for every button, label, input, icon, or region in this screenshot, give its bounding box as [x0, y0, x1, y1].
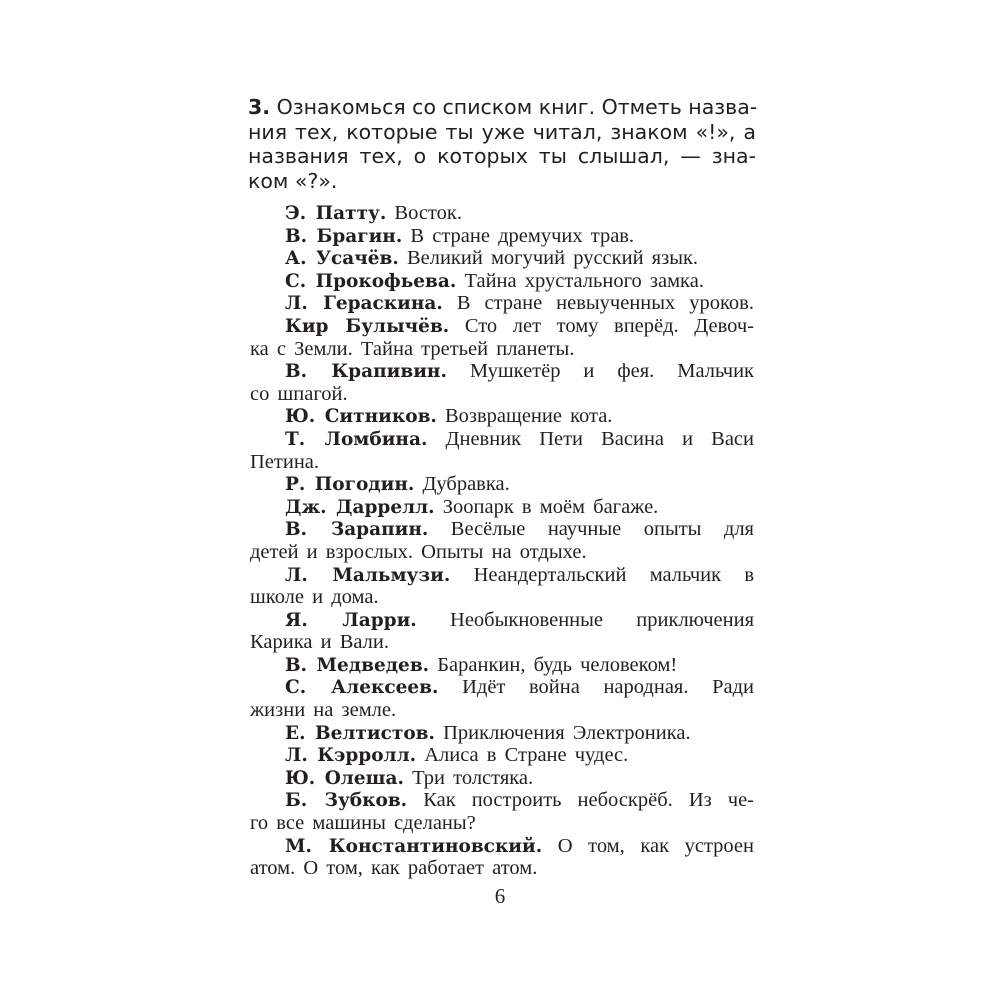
book-entry: [250, 473, 754, 496]
book-entry: [250, 835, 754, 880]
book-title: Необыкновенные приключения: [450, 608, 754, 631]
book-author: Л. Мальмузи.: [285, 564, 451, 586]
book-author: Е. Велтистов.: [285, 722, 435, 744]
book-entry: [250, 270, 754, 293]
book-author: Я. Ларри.: [285, 609, 417, 631]
book-list: [250, 202, 754, 880]
book-entry: [250, 676, 754, 721]
book-title: В стране невыученных уроков.: [456, 292, 754, 315]
book-author: Л. Кэрролл.: [285, 745, 417, 767]
book-title: Зоопарк в моём багаже.: [442, 495, 659, 518]
book-entry: [250, 722, 754, 745]
book-title: О том, как устроен: [557, 834, 754, 857]
book-author: В. Зарапин.: [285, 519, 429, 541]
page-number: 6: [494, 884, 506, 908]
book-entry: [250, 654, 754, 677]
book-title: В стране дремучих трав.: [410, 224, 635, 247]
book-title-continued: ка с Земли. Тайна третьей планеты.: [250, 337, 575, 360]
book-title-continued: со шпагой.: [250, 382, 348, 405]
book-title-continued: школе и дома.: [250, 586, 379, 609]
book-entry: [250, 789, 754, 834]
book-entry: [250, 202, 754, 225]
book-title: Три толстяка.: [412, 766, 534, 789]
book-author: С. Прокофьева.: [285, 270, 457, 292]
book-title-continued: го все машины сделаны?: [250, 812, 476, 835]
book-entry: [250, 428, 754, 473]
task-instruction: [248, 95, 756, 193]
book-author: Э. Патту.: [285, 203, 387, 224]
book-entry: [250, 564, 754, 609]
book-title: Приключения Электроника.: [443, 721, 691, 744]
book-entry: [250, 518, 754, 563]
book-title-continued: детей и взрослых. Опыты на отдыхе.: [250, 540, 587, 563]
book-title: Тайна хрустального замка.: [464, 269, 704, 292]
book-title-continued: жизни на земле.: [250, 699, 397, 722]
book-author: М. Константиновский.: [285, 835, 543, 857]
task-line: 3. Ознакомься со списком книг. Отметь назва-: [248, 95, 758, 119]
task-number: 3.: [248, 95, 271, 119]
book-author: А. Усачёв.: [285, 248, 399, 270]
book-author: В. Медведев.: [285, 654, 430, 676]
task-line: названия тех, о которых ты слышал, — зна-: [248, 144, 756, 168]
book-title: Сто лет тому вперёд. Девоч-: [464, 314, 754, 337]
book-title: Восток.: [394, 202, 462, 224]
book-author: Б. Зубков.: [285, 790, 408, 812]
book-title: Баранкин, будь человеком!: [437, 653, 678, 676]
book-title-continued: Петина.: [250, 450, 320, 473]
book-title: Великий могучий русский язык.: [406, 247, 699, 270]
book-title: Дубравка.: [422, 473, 510, 496]
book-author: Ю. Ситников.: [285, 406, 437, 428]
book-entry: [250, 609, 754, 654]
book-entry: [250, 315, 754, 360]
book-title: Весёлые научные опыты для: [450, 518, 754, 541]
book-author: Р. Погодин.: [285, 474, 415, 496]
task-line: ком «?».: [248, 168, 338, 193]
book-entry: [250, 292, 754, 315]
book-author: В. Крапивин.: [285, 361, 447, 383]
book-title: Возвращение кота.: [444, 405, 613, 428]
book-author: Т. Ломбина.: [285, 428, 428, 450]
book-title-continued: Карика и Вали.: [250, 631, 389, 654]
book-title: Дневник Пети Васина и Васи: [445, 427, 754, 450]
book-entry: [250, 767, 754, 790]
book-title: Неандертальский мальчик в: [473, 563, 755, 586]
book-title: Алиса в Стране чудес.: [424, 744, 629, 767]
book-author: Л. Гераскина.: [285, 293, 443, 315]
book-entry: [250, 405, 754, 428]
book-author: Кир Булычёв.: [285, 315, 450, 337]
book-author: Дж. Даррелл.: [285, 496, 435, 518]
book-title-continued: атом. О том, как работает атом.: [250, 857, 538, 880]
book-title: Идёт война народная. Ради: [462, 676, 754, 699]
book-entry: [250, 744, 754, 767]
task-line: ния тех, которые ты уже читал, знаком «!», а: [248, 119, 756, 144]
book-author: В. Брагин.: [285, 225, 403, 247]
book-entry: [250, 496, 754, 519]
book-author: С. Алексеев.: [285, 677, 439, 699]
book-entry: [250, 247, 754, 270]
book-entry: [250, 360, 754, 405]
book-entry: [250, 225, 754, 248]
book-title: Мушкетёр и фея. Мальчик: [469, 360, 755, 383]
book-title: Как построить небоскрёб. Из че-: [423, 789, 755, 812]
book-author: Ю. Олеша.: [285, 767, 404, 789]
